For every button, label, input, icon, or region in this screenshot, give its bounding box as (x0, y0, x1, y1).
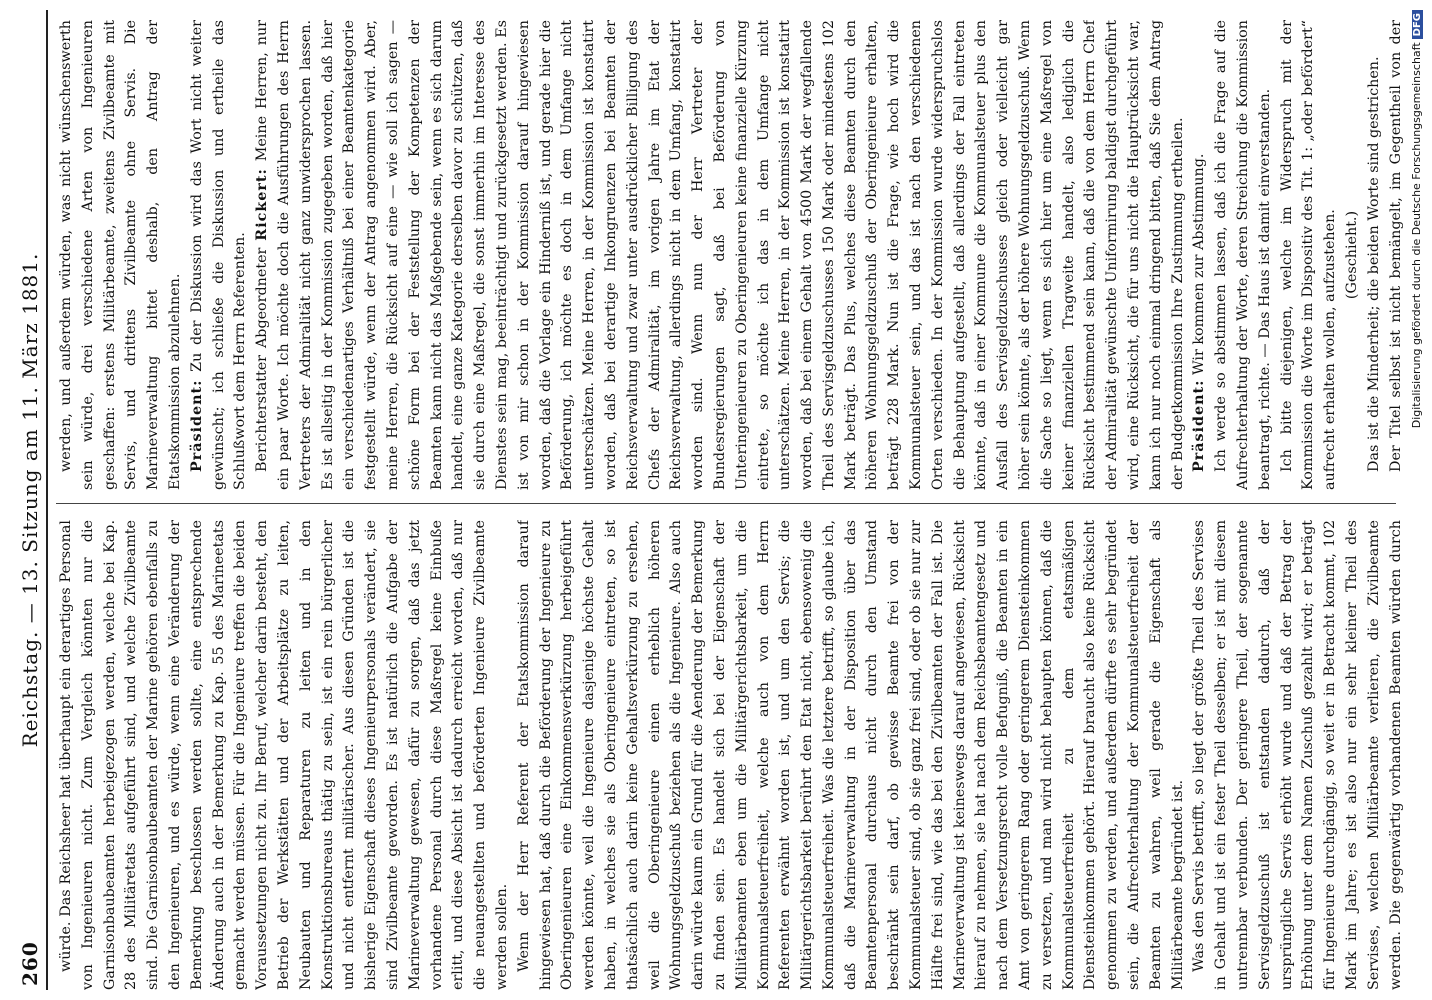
page-number: 260 (18, 941, 42, 986)
paragraph (187, 20, 252, 490)
digitization-credit (1410, 10, 1428, 990)
paragraph (1189, 20, 1211, 490)
paragraph: würde. Das Reichsheer hat überhaupt ein derartiges Personal von Ingenieuren nicht. Zum Vergleich könnten nur die Garnisonbaubeamten herbeigezogen werden, welche bei Kap. 28 des Militäretats aufgeführt sind, und welche Zivilbeamte sind. Die Garnisonbaubeamten der Marine gehören ebenfalls zu den Ingenieuren, und es würde, wenn eine Veränderung der Bemerkung beschlossen werden sollte, eine entsprechende Änderung auch in der Bemerkung zu Kap. 55 des Marineetats gemacht werden müssen. Für die Ingenieure treffen die beiden Voraussetzungen nicht zu. Ihr Beruf, welcher darin besteht, den Betrieb der Werkstätten und der Arbeitsplätze zu leiten, Neubauten und Reparaturen zu leiten und in den Konstruktionsbureaus thätig zu sein, ist ein rein bürgerlicher und nicht entfernt militärischer. Aus diesen Gründen ist die bisherige Eigenschaft dieses Ingenieurpersonals verändert, sie sind Zivilbeamte geworden. Es ist natürlich die Aufgabe der Marineverwaltung gewesen, dafür zu sorgen, daß das jetzt vorhandene Personal durch diese Maßregel keine Einbuße erlitt, und diese Absicht ist dadurch erreicht worden, daß nur die neuangestellten und beförderten Ingenieure Zivilbeamte werden sollen. (58, 520, 510, 990)
credit-text: Digitalisierung gefördert durch die Deutsche Forschungsgemeinschaft (1410, 42, 1423, 429)
speech-text: Zu der Diskussion wird das Wort nicht weiter gewünscht; ich schließe die Diskussion und ertheile das Schlußwort dem Herrn Referenten. (188, 20, 249, 490)
stage-direction: (Geschieht.) (1344, 210, 1361, 300)
speech-text: Wir kommen zur Abstimmung. (1191, 153, 1208, 380)
paragraph: Ich werde so abstimmen lassen, daß ich die Frage auf die Aufrechterhaltung der Worte, deren Streichung die Kommission beantragt, richte. — Das Haus ist damit einverstanden. (1213, 20, 1273, 490)
paragraph: Wenn der Herr Referent der Etatskommission darauf hingewiesen hat, daß durch die Beförderung der Ingenieure zu Oberingenieuren eine Einkommensverkürzung herbeigeführt werden könnte, weil die Ingenieure dasjenige höchste Gehalt haben, in welches sie als Oberingenieure eintreten, so ist thatsächlich auch darin keine Gehaltsverkürzung zu ersehen, weil die Oberingenieure einen erheblich höheren Wohnungsgeldzuschuß beziehen als die Ingenieure. Also auch darin würde kaum ein Grund für die Aenderung der Bemerkung zu finden sein. Es handelt sich bei der Eigenschaft der Militärbeamten eben um die Militärgerichtsbarkeit, um die Kommunalsteuerfreiheit, welche auch von dem Herrn Referenten erwähnt worden ist, und um den Servis; die Militärgerichtsbarkeit berührt den Etat nicht, ebensowenig die Kommunalsteuerfreiheit. Was die letztere betrifft, so glaube ich, daß die Marineverwaltung in der Disposition über das Beamtenpersonal durchaus nicht durch den Umstand beschränkt sein darf, ob gewisse Beamte frei von der Kommunalsteuer sind, ob sie ganz frei sind, oder ob sie nur zur Hälfte frei sind, wie das bei den Zivilbeamten der Fall ist. Die Marineverwaltung ist keineswegs darauf angewiesen, Rücksicht hierauf zu nehmen, sie hat nach dem Reichsbeamtengesetz und nach dem Versetzungsrecht volle Befugniß, die Beamten in ein Amt von geringerem Rang oder geringerem Diensteinkommen zu versetzen, und man wird nicht behaupten können, daß die Kommunalsteuerfreiheit zu dem etatsmäßigen Diensteinkommen gehört. Hierauf braucht also keine Rücksicht genommen zu werden, und außerdem dürfte es sehr begründet sein, die Aufrechterhaltung der Kommunalsteuerfreiheit der Beamten zu wahren, weil gerade die Eigenschaft als Militärbeamte begründet ist. (515, 520, 1186, 990)
column-divider (56, 503, 1396, 504)
speaker-name: Rickert: (254, 168, 271, 241)
left-column (56, 520, 1406, 990)
paragraph: Das ist die Minderheit; die beiden Worte sind gestrichen. (1365, 56, 1382, 472)
rotated-page-content (16, 10, 1416, 990)
credit-text-wrapper (1410, 10, 1428, 990)
page-title: Reichstag. — 13. Sitzung am 11. März 1881. (18, 252, 42, 748)
paragraph: Der Titel selbst ist nicht bemängelt, im Gegentheil von der (1387, 20, 1404, 472)
speaker-name: Präsident: (188, 379, 205, 472)
paragraph: werden, und außerdem würden, was nicht wünschenswerth sein würde, drei verschiedene Arten von Ingenieuren geschaffen: erstens Militärbeamte, zweitens Zivilbeamte mit Servis, und drittens Zivilbeamte ohne Servis. Die Marineverwaltung bittet deshalb, den Antrag der Etatskommission abzulehnen. (58, 20, 183, 490)
paragraph: Was den Servis betrifft, so liegt der größte Theil des Servises in Gehalt und ist ein fester Theil desselben; er ist mit diesem untrennbar verbunden. Der geringere Theil, der sogenannte Servisgeldzuschuß ist entstanden dadurch, daß der ursprüngliche Servis erhöht wurde und daß der Betrag der Erhöhung unter dem Namen Zuschuß gezahlt wird; er beträgt für Ingenieure durchgängig, so weit er in Betracht kommt, 102 Mark im Jahre; es ist also nur ein sehr kleiner Theil des Servises, welchen Militärbeamte verlieren, die Zivilbeamte werden. Die gegenwärtig vorhandenen Beamten würden durch (1191, 520, 1404, 990)
right-column (56, 20, 1406, 490)
speaker-name: Präsident: (1191, 379, 1208, 472)
paragraph (252, 20, 1189, 490)
running-head (16, 10, 48, 990)
dfg-logo: DFG (1412, 10, 1423, 39)
paragraph: Ich bitte diejenigen, welche im Widerspruch mit der Kommission die Worte im Dispositiv des Tit. 1: „oder befördert“ aufrecht erhalten wollen, aufzustehen. (1278, 20, 1339, 490)
speech-text: Meine Herren, nur ein paar Worte. Ich möchte doch die Ausführungen des Herrn Vertreters der Admiralität nicht ganz unwidersprochen lassen. Es ist allseitig in der Kommission zugegeben worden, daß hier ein verschiedenartiges Verhältniß bei einer Beamtenkategorie festgestellt würde, wenn der Antrag angenommen wird. Aber, meine Herren, die Rücksicht auf eine — wie soll ich sagen — schöne Form bei der Feststellung der Kompetenzen der Beamten kann nicht das Maßgebende sein, wenn es sich darum handelt, eine ganze Kategorie derselben davor zu schützen, daß sie durch eine Maßregel, die sonst immerhin im Interesse des Dienstes sein mag, beeinträchtigt und zurückgesetzt werden. Es ist von mir schon in der Kommission darauf hingewiesen worden, daß die Vorlage ein Hinderniß ist, und gerade hier die Beförderung, ich möchte es doch in dem Umfange nicht unterschätzen. Meine Herren, in der Kommission ist konstatirt worden, daß bei derartige Inkongruenzen bei Beamten der Reichsverwaltung und zwar unter ausdrücklicher Billigung des Chefs der Admiralität, im vorigen Jahre im Etat der Reichsverwaltung, allerdings nicht in dem Umfang, konstatirt worden sind. Wenn nun der Herr Vertreter der Bundesregierungen sagt, daß bei Beförderung von Unteringenieuren zu Oberingenieuren keine finanzielle Kürzung eintrete, so möchte ich das in dem Umfange nicht unterschätzen. Meine Herren, in der Kommission ist konstatirt worden, daß bei einem Gehalt von 4500 Mark der wegfallende Theil des Servisgeldzuschusses 150 Mark oder mindestens 102 Mark beträgt. Das Plus, welches diese Beamten durch den höheren Wohnungsgeldzuschuß der Oberingenieure erhalten, beträgt 228 Mark. Nun ist die Frage, wie hoch wird die Kommunalsteuer sein, und das ist nach den verschiedenen Orten verschieden. In der Kommission wurde widerspruchslos die Behauptung aufgestellt, daß allerdings der Fall eintreten könnte, daß in einer Kommune die Kommunalsteuer plus den Ausfall des Servisgeldzuschusses gleich oder vielleicht gar höher sein könnte, als der höhere Wohnungsgeldzuschuß. Wenn die Sache so liegt, wenn es sich hier um eine Maßregel von keiner finanziellen Tragweite handelt, also lediglich die Rücksicht bestimmend sein kann, daß die von dem Herrn Chef der Admiralität gewünschte Uniformirung baldigst durchgeführt wird, eine Rücksicht, die für uns nicht die Hauptrücksicht war, kann ich nur noch einmal dringend bitten, daß Sie dem Antrag der Budgetkommission Ihre Zustimmung ertheilen. (254, 20, 1186, 490)
speaker-intro: Berichterstatter Abgeordneter (254, 240, 271, 472)
